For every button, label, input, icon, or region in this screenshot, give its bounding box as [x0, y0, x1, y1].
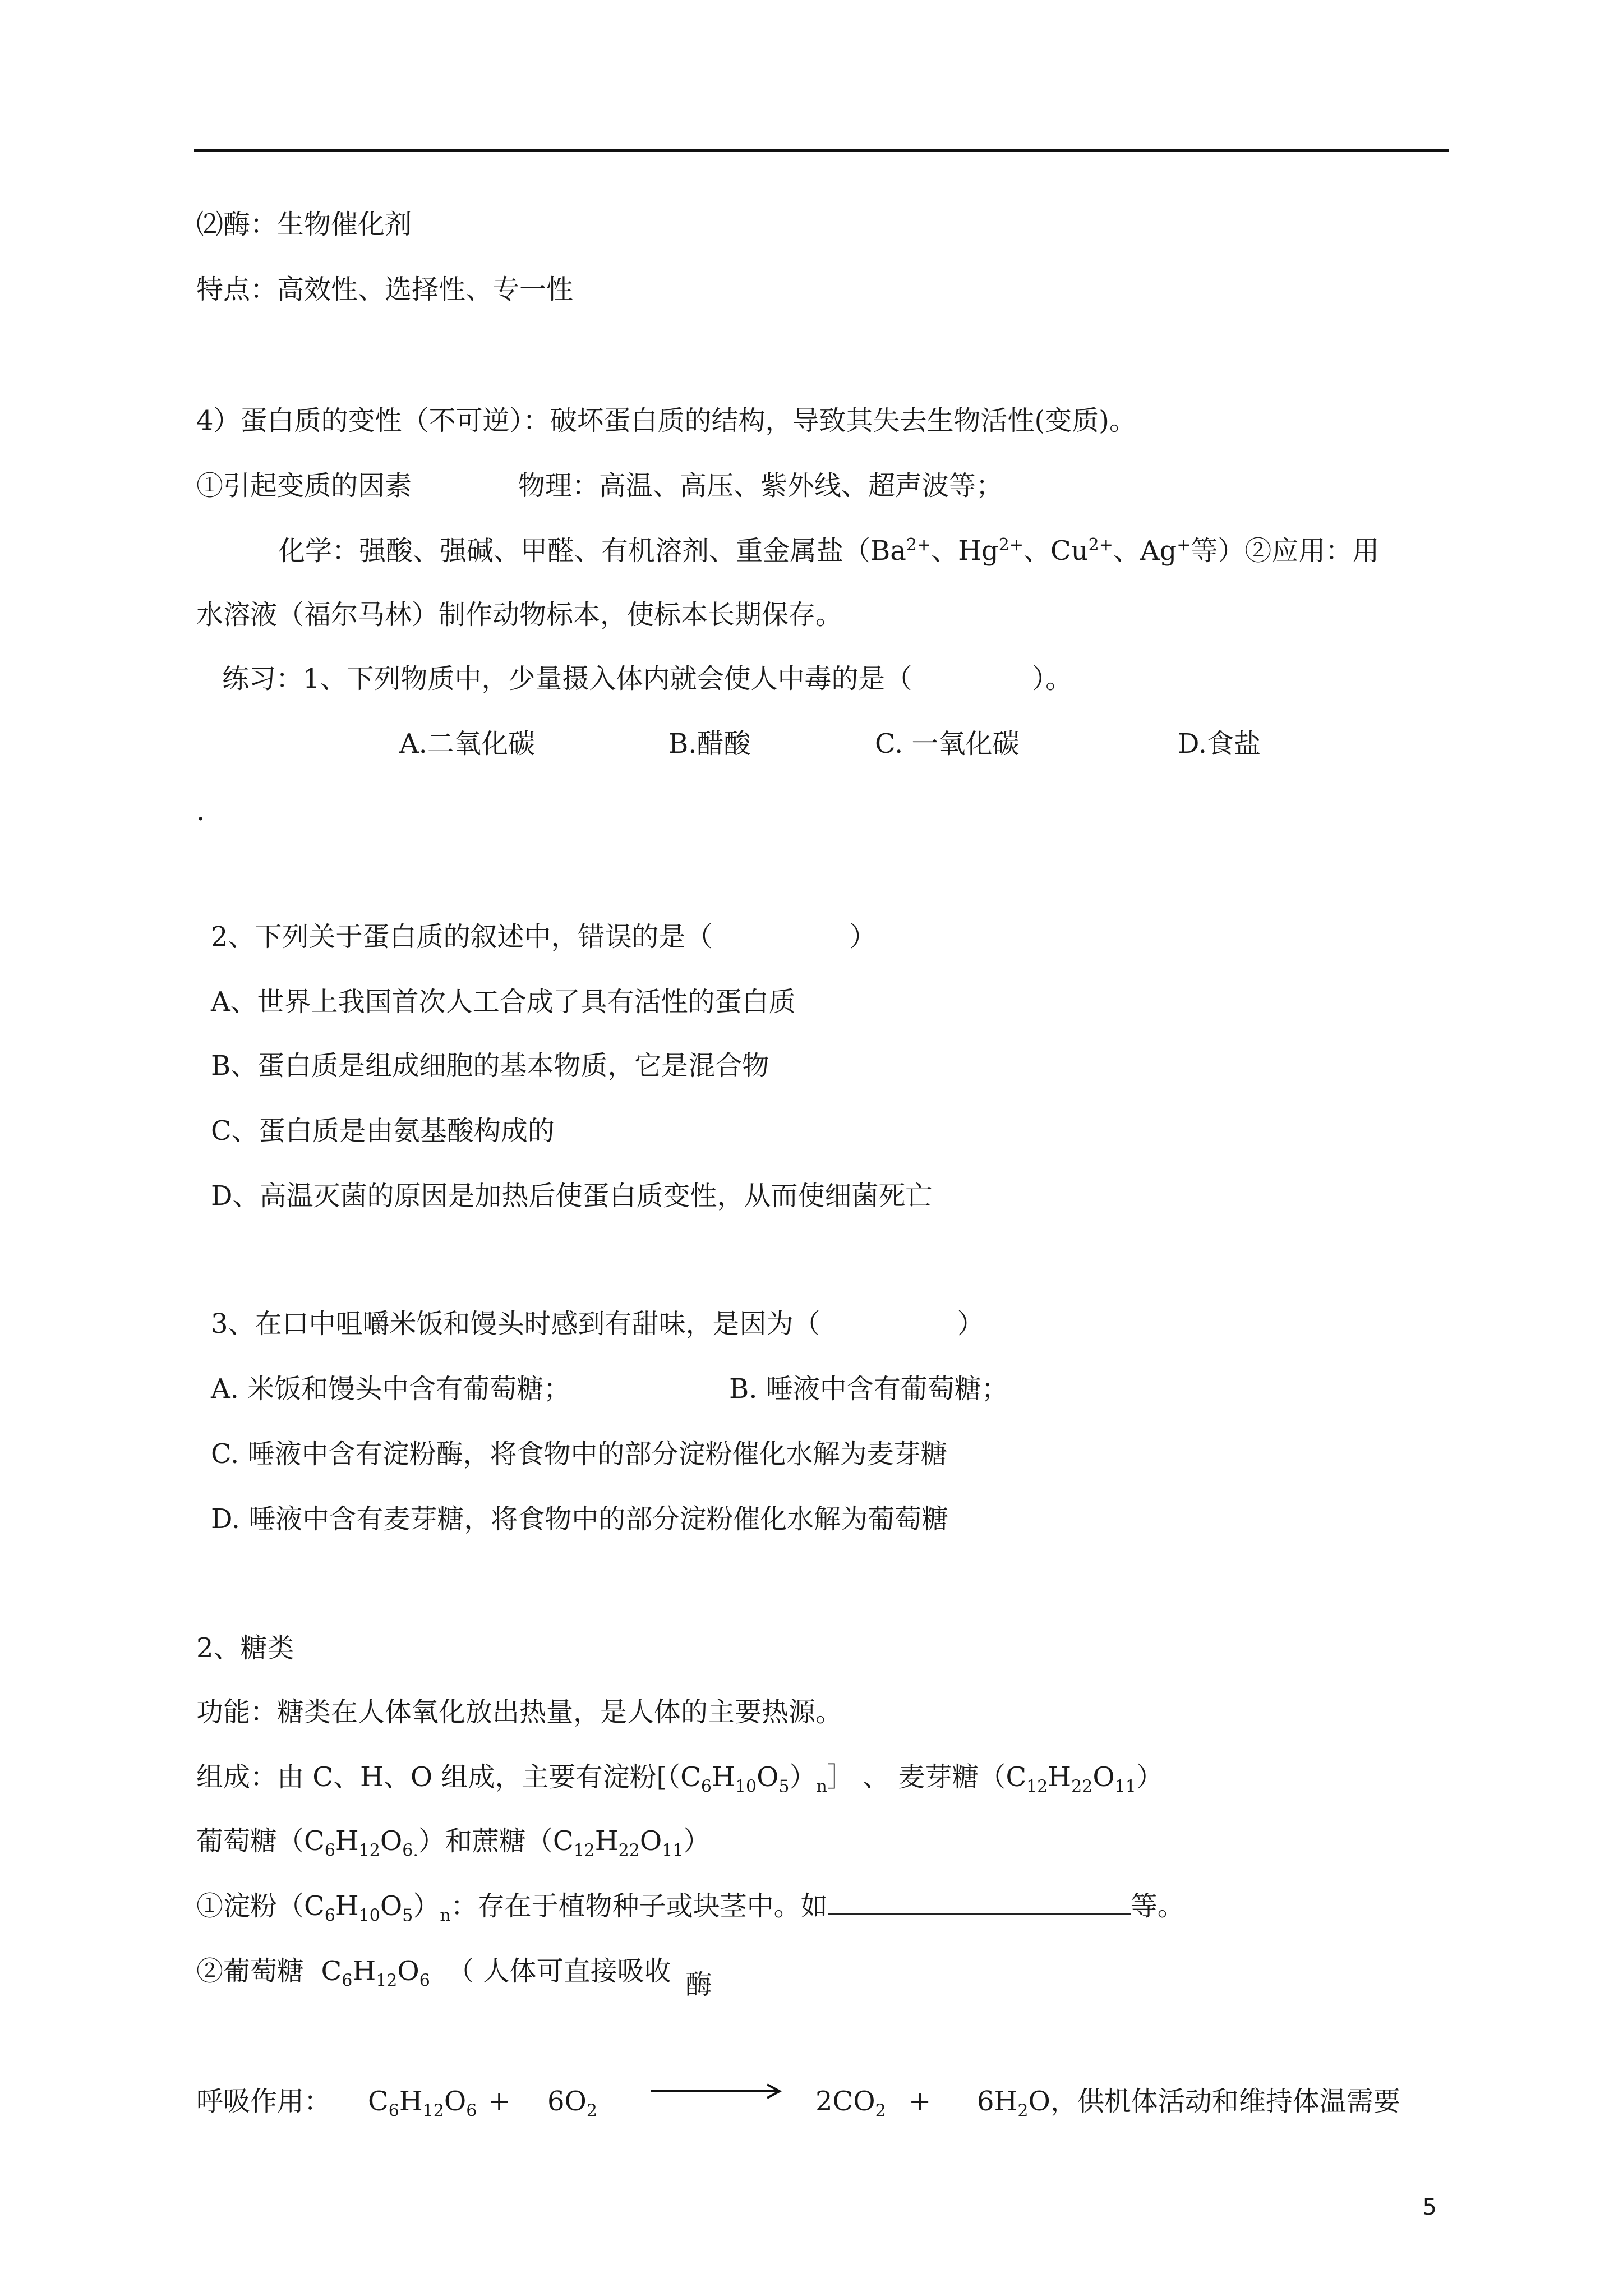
exercise-2-question: 2、下列关于蛋白质的叙述中，错误的是（ ） — [211, 921, 877, 953]
respiration-co2: $2CO_2$ — [815, 2086, 886, 2121]
exercise-2-option-c: C、蛋白质是由氨基酸构成的 — [211, 1115, 555, 1147]
formalin-application: 水溶液（福尔马林）制作动物标本，使标本长期保存。 — [196, 599, 843, 631]
starch-line: ①淀粉$(C_6H_{10}O_5)_n$：存在于植物种子或块茎中。如 等。 — [196, 1890, 1184, 1926]
carbohydrate-function: 功能：糖类在人体氧化放出热量，是人体的主要热源。 — [196, 1696, 843, 1728]
respiration-glucose: $C_6H_{12}O_6$ — [368, 2086, 477, 2121]
starch-example-blank[interactable] — [828, 1890, 1131, 1915]
enzyme-features: 特点：高效性、选择性、专一性 — [196, 274, 574, 305]
glucose-line: ②葡萄糖 $C_6H_{12}O_6$ （ 人体可直接吸收 — [196, 1955, 671, 1991]
exercise-1-question: 练习：1、下列物质中，少量摄入体内就会使人中毒的是（ ）。 — [222, 663, 1073, 694]
exercise-3-option-b: B. 唾液中含有葡萄糖； — [729, 1373, 1008, 1405]
exercise-1-option-b: B.醋酸 — [668, 728, 751, 760]
respiration-oxygen: $6O_2$ — [547, 2086, 597, 2121]
exercise-3-option-d: D. 唾液中含有麦芽糖，将食物中的部分淀粉催化水解为葡萄糖 — [211, 1503, 949, 1535]
stray-dot: . — [196, 795, 205, 827]
exercise-3-option-a: A. 米饭和馒头中含有葡萄糖； — [211, 1373, 571, 1405]
respiration-label: 呼吸作用： — [196, 2086, 331, 2117]
chemical-factors: 化学：强酸、强碱、甲醛、有机溶剂、重金属盐（$Ba^{2+}$、$Hg^{2+}$、$Cu^{2+}$、Ag+等）②应用：用 — [278, 535, 1380, 567]
header-rule — [194, 149, 1449, 152]
page-number: 5 — [1422, 2194, 1437, 2220]
exercise-2-option-b: B、蛋白质是组成细胞的基本物质，它是混合物 — [211, 1050, 769, 1082]
respiration-plus-2: + — [909, 2086, 932, 2117]
carbohydrate-heading: 2、糖类 — [196, 1632, 294, 1664]
exercise-1-option-d: D.食盐 — [1178, 728, 1261, 760]
denaturation-heading: 4）蛋白质的变性（不可逆）：破坏蛋白质的结构，导致其失去生物活性(变质)。 — [196, 405, 1136, 436]
exercise-3-option-c: C. 唾液中含有淀粉酶，将食物中的部分淀粉催化水解为麦芽糖 — [211, 1438, 948, 1470]
reaction-arrow-icon — [651, 2080, 785, 2102]
exercise-3-question: 3、在口中咀嚼米饭和馒头时感到有甜味，是因为（ ） — [211, 1308, 984, 1340]
exercise-2-option-a: A、世界上我国首次人工合成了具有活性的蛋白质 — [211, 986, 796, 1018]
enzyme-heading: ⑵酶：生物催化剂 — [196, 209, 412, 240]
exercise-2-option-d: D、高温灭菌的原因是加热后使蛋白质变性，从而使细菌死亡 — [211, 1180, 933, 1212]
denaturation-factors: ①引起变质的因素 物理：高温、高压、紫外线、超声波等； — [196, 470, 1003, 501]
respiration-plus-1: + — [488, 2086, 511, 2117]
glucose-sucrose-line: 葡萄糖$(C_6H_{12}O_{6.})$和蔗糖$(C_{12}H_{22}O_{11})$ — [196, 1825, 711, 1861]
exercise-1-option-c: C. 一氧化碳 — [875, 728, 1020, 760]
enzyme-label: 酶 — [685, 1969, 713, 2000]
carbohydrate-composition: 组成：由 C、H、O 组成，主要有淀粉[$(C_6H_{10}O_5)_n]$ 、 麦芽糖$(C_{12}H_{22}O_{11})$ — [196, 1761, 1163, 1797]
respiration-water: $6H_2O$，供机体活动和维持体温需要 — [977, 2086, 1400, 2121]
exercise-1-option-a: A.二氧化碳 — [399, 728, 535, 760]
